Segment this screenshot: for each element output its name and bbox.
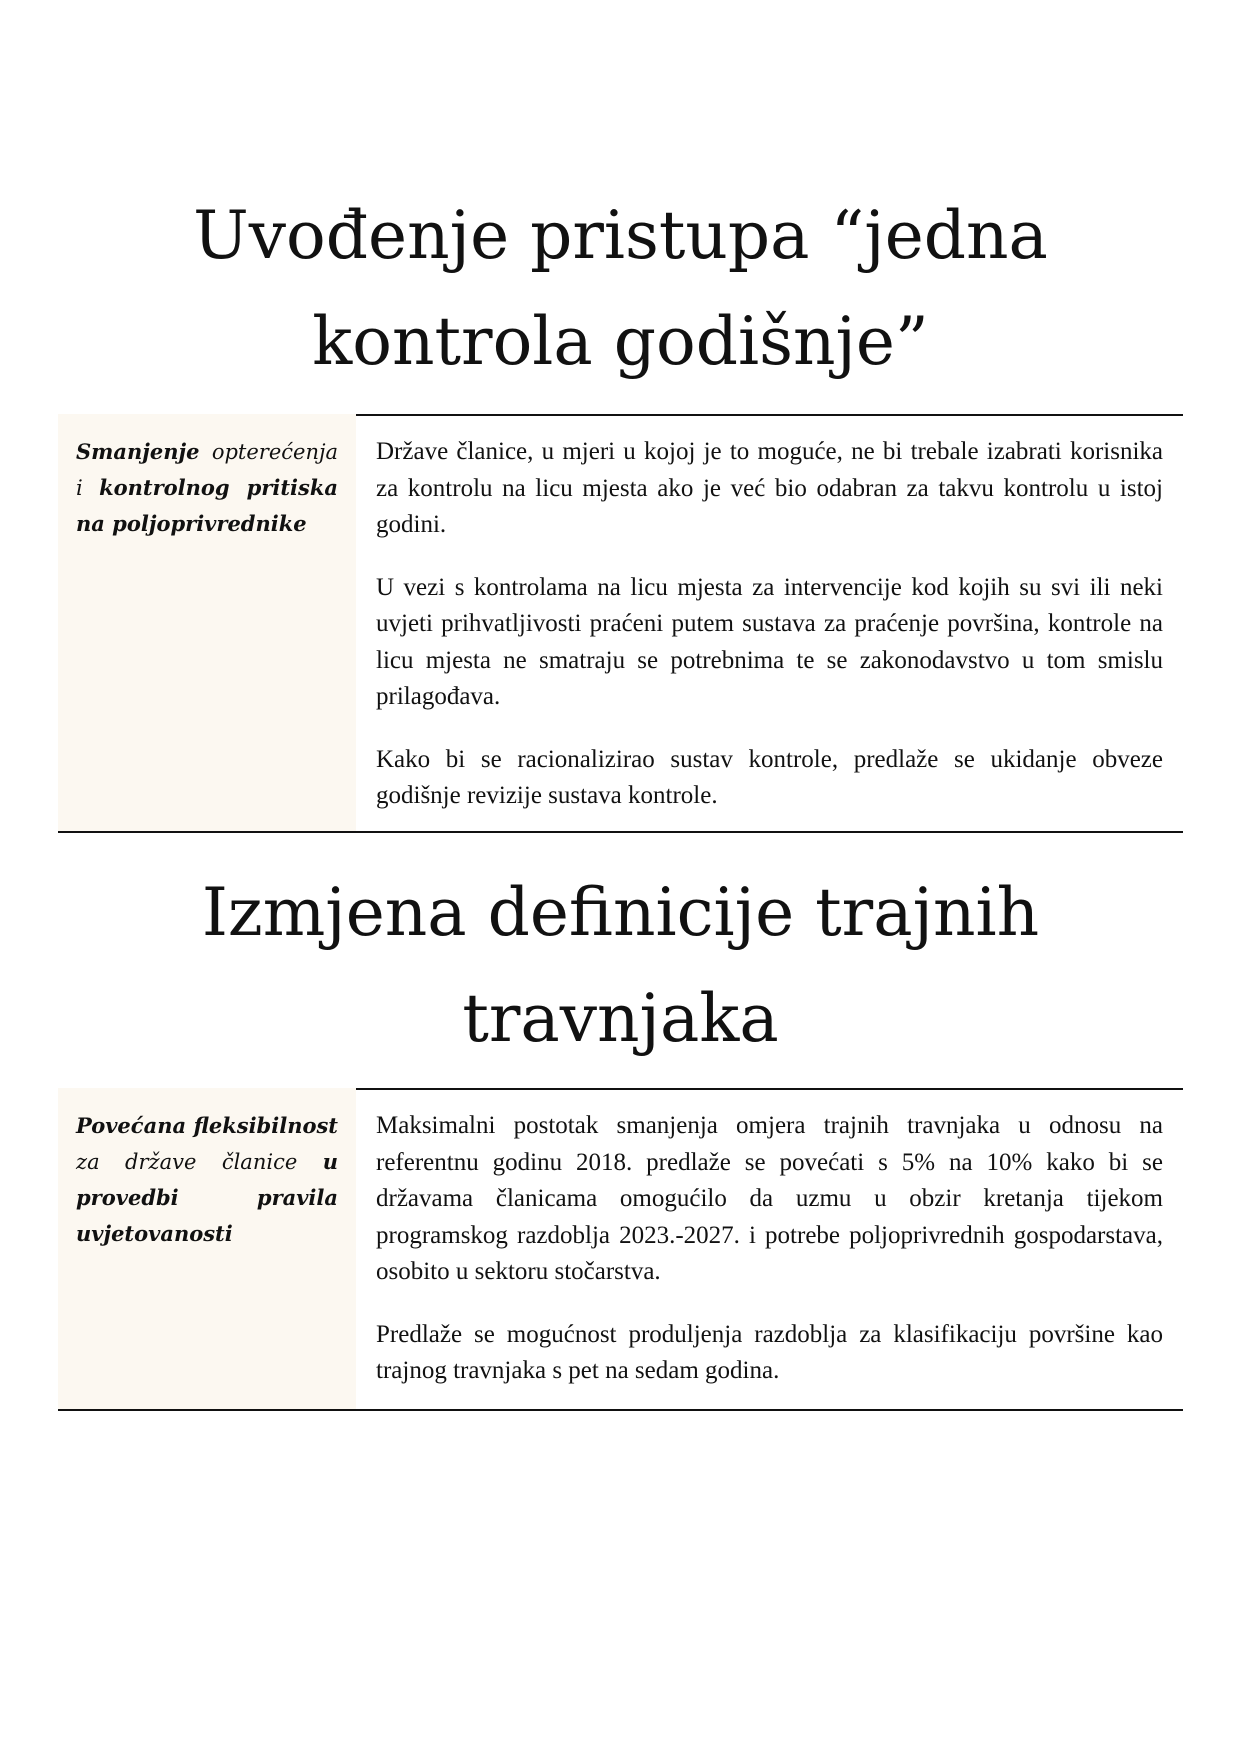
section-2-heading: Izmjena definicije trajnih travnjaka — [201, 874, 1040, 1057]
paragraph: U vezi s kontrolama na licu mjesta za intervencije kod kojih su svi ili neki uvjeti prihvatljivosti praćeni putem sustava za praćenje površina, kontrole na licu mjesta ne smatraju se potrebnima te se zakonodavstvo u tom smislu prilagođava. — [376, 573, 1163, 710]
section-bottom-rule — [58, 831, 1183, 833]
sidebar-bold-text: Povećana fleksibilnost — [76, 1113, 338, 1138]
sidebar-text: opterećenja i — [76, 440, 338, 500]
paragraph: Kako bi se racionalizirao sustav kontrole, predlaže se ukidanje obveze godišnje revizije sustava kontrole. — [376, 745, 1163, 809]
sidebar-bold-text: u provedbi pravila uvjetovanosti — [76, 1149, 338, 1246]
section-2-sidebar — [58, 1088, 356, 1410]
section-bottom-rule — [58, 1409, 1183, 1411]
section-2 — [58, 1088, 1183, 1413]
section-1-content — [376, 434, 1163, 841]
section-1-heading: Uvođenje pristupa “jedna kontrola godišnje” — [193, 197, 1048, 380]
sidebar-bold-text: Smanjenje — [76, 439, 200, 464]
paragraph: Države članice, u mjeri u kojoj je to moguće, ne bi trebale izabrati korisnika za kontrolu na licu mjesta ako je već bio odabran za takvu kontrolu u istoj godini. — [376, 438, 1163, 538]
section-2-content — [376, 1108, 1163, 1416]
section-1-sidebar — [58, 414, 356, 832]
section-1 — [58, 414, 1183, 834]
paragraph: Predlaže se mogućnost produljenja razdoblja za klasifikaciju površine kao trajnog travnjaka s pet na sedam godina. — [376, 1320, 1163, 1384]
paragraph: Maksimalni postotak smanjenja omjera trajnih travnjaka u odnosu na referentnu godinu 2018. predlaže se povećati s 5% na 10% kako bi se državama članicama omogućilo da uzmu u obzir kretanja tijekom programskog razdoblja 2023.-2027. i potrebe poljoprivrednih gospodarstava, osobito u sektoru stočarstva. — [376, 1112, 1163, 1285]
sidebar-bold-text: kontrolnog pritiska na poljoprivrednike — [76, 475, 338, 536]
sidebar-text: za države članice — [76, 1150, 323, 1174]
